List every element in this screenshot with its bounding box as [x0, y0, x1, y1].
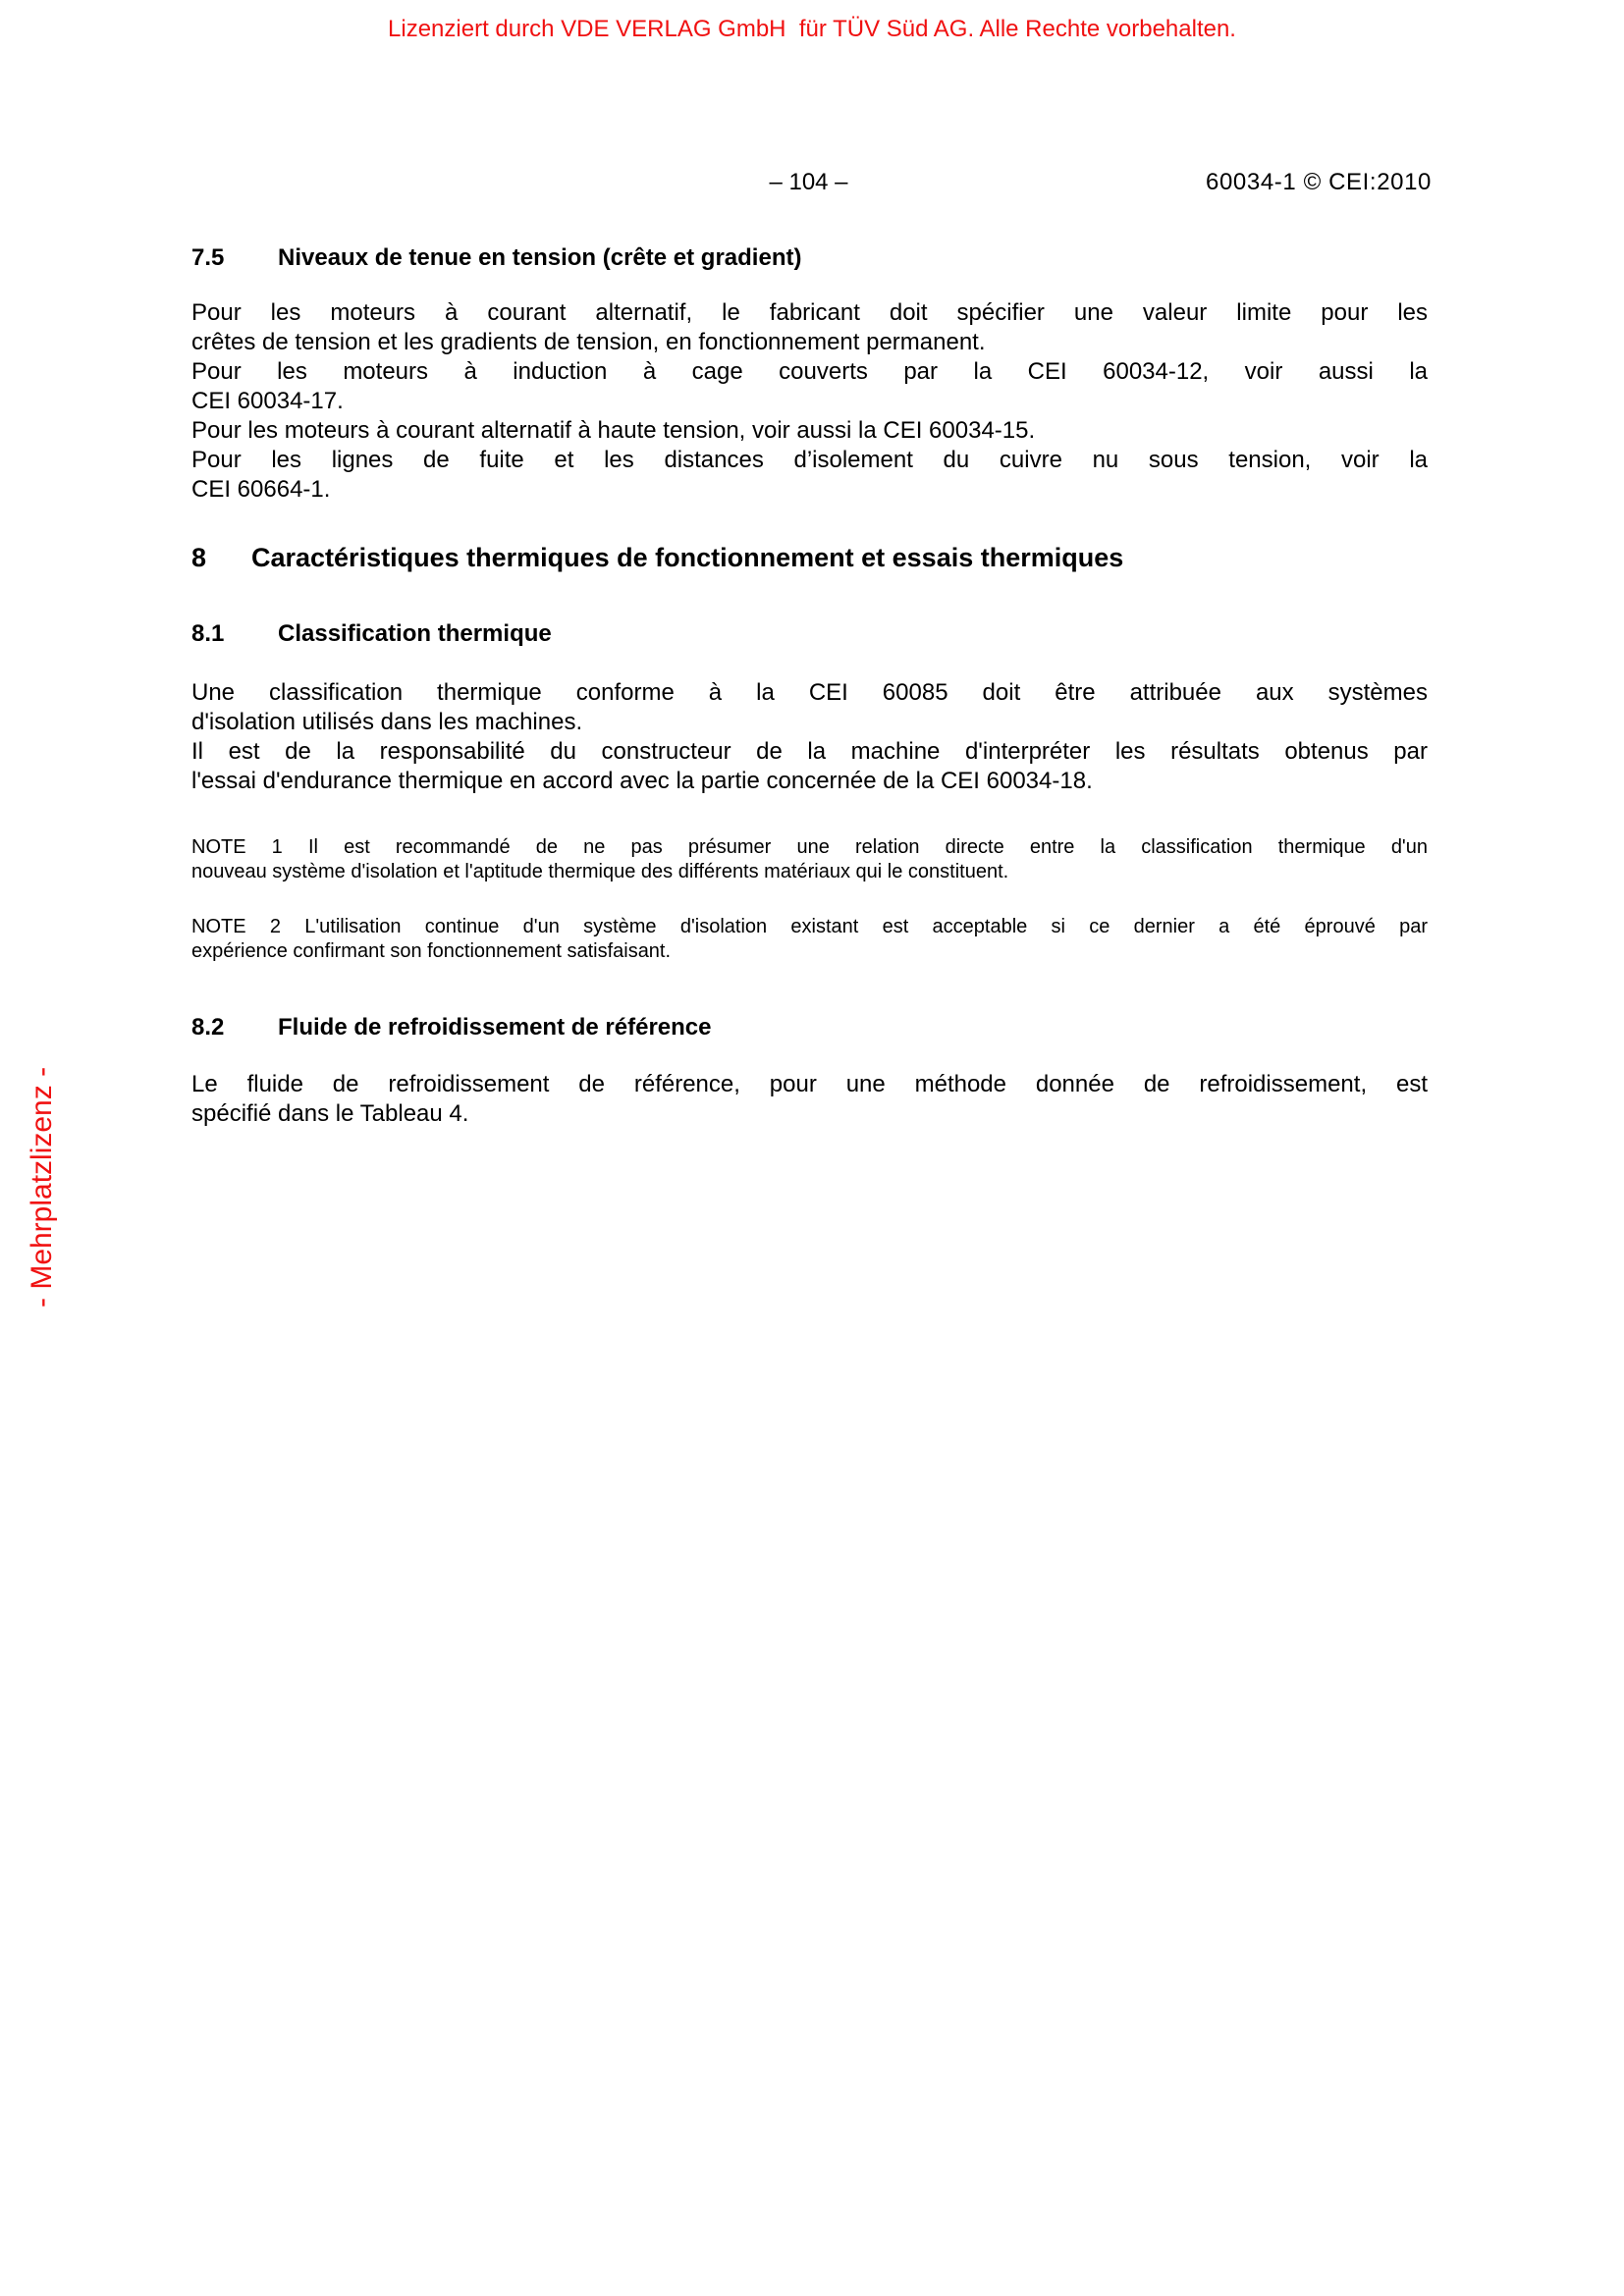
page-number: – 104 – [769, 169, 848, 195]
section-title: Classification thermique [278, 620, 552, 647]
note-2 [191, 915, 1428, 964]
paragraph [191, 1070, 1428, 1129]
note-line: nouveau système d'isolation et l'aptitude thermique des différents matériaux qui le constituent. [191, 861, 1009, 882]
paragraph-line: CEI 60034-17. [191, 388, 344, 414]
section-heading-7-5 [191, 243, 1428, 273]
license-banner: Lizenziert durch VDE VERLAG GmbH für TÜV Süd AG. Alle Rechte vorbehalten. [388, 16, 1236, 42]
paragraph [191, 298, 1428, 357]
paragraph-line: spécifié dans le Tableau 4. [191, 1100, 469, 1127]
paragraph-line: Pour les lignes de fuite et les distances d’isolement du cuivre nu sous tension, voir la [191, 447, 1428, 473]
paragraph-line: crêtes de tension et les gradients de tension, en fonctionnement permanent. [191, 329, 986, 355]
section-number: 8.2 [191, 1014, 225, 1041]
paragraph [191, 446, 1428, 505]
paragraph-line: Une classification thermique conforme à la CEI 60085 doit être attribuée aux systèmes [191, 679, 1428, 706]
paragraph-line: d'isolation utilisés dans les machines. [191, 709, 583, 735]
section-title: Caractéristiques thermiques de fonctionnement et essais thermiques [251, 543, 1124, 572]
section-title: Fluide de refroidissement de référence [278, 1014, 712, 1041]
note-line: NOTE 1 Il est recommandé de ne pas présumer une relation directe entre la classification thermique d'un [191, 836, 1428, 858]
paragraph [191, 416, 1428, 446]
section-heading-8 [191, 540, 1428, 575]
section-number: 8 [191, 543, 207, 572]
note-line: expérience confirmant son fonctionnement satisfaisant. [191, 940, 672, 962]
note-1 [191, 835, 1428, 884]
paragraph-line: Pour les moteurs à induction à cage couverts par la CEI 60034-12, voir aussi la [191, 358, 1428, 385]
section-title: Niveaux de tenue en tension (crête et gradient) [278, 244, 802, 271]
paragraph-line: Le fluide de refroidissement de référence, pour une méthode donnée de refroidissement, est [191, 1071, 1428, 1097]
paragraph-line: Pour les moteurs à courant alternatif, le fabricant doit spécifier une valeur limite pour les [191, 299, 1428, 326]
paragraph-line: Il est de la responsabilité du constructeur de la machine d'interpréter les résultats obtenus par [191, 738, 1428, 765]
section-heading-8-1 [191, 619, 1428, 649]
paragraph [191, 357, 1428, 416]
paragraph [191, 678, 1428, 737]
section-heading-8-2 [191, 1013, 1428, 1042]
note-line: NOTE 2 L'utilisation continue d'un système d'isolation existant est acceptable si ce dernier a été éprouvé par [191, 916, 1428, 937]
document-body [191, 243, 1428, 1129]
paragraph-line: CEI 60664-1. [191, 476, 331, 503]
document-reference: 60034-1 © CEI:2010 [1206, 169, 1432, 195]
paragraph-line: Pour les moteurs à courant alternatif à haute tension, voir aussi la CEI 60034-15. [191, 417, 1036, 444]
paragraph [191, 737, 1428, 796]
section-number: 8.1 [191, 620, 225, 647]
paragraph-line: l'essai d'endurance thermique en accord avec la partie concernée de la CEI 60034-18. [191, 768, 1093, 794]
license-watermark: - Mehrplatzlizenz - [26, 1066, 58, 1308]
section-number: 7.5 [191, 244, 225, 271]
running-head [191, 169, 1432, 198]
